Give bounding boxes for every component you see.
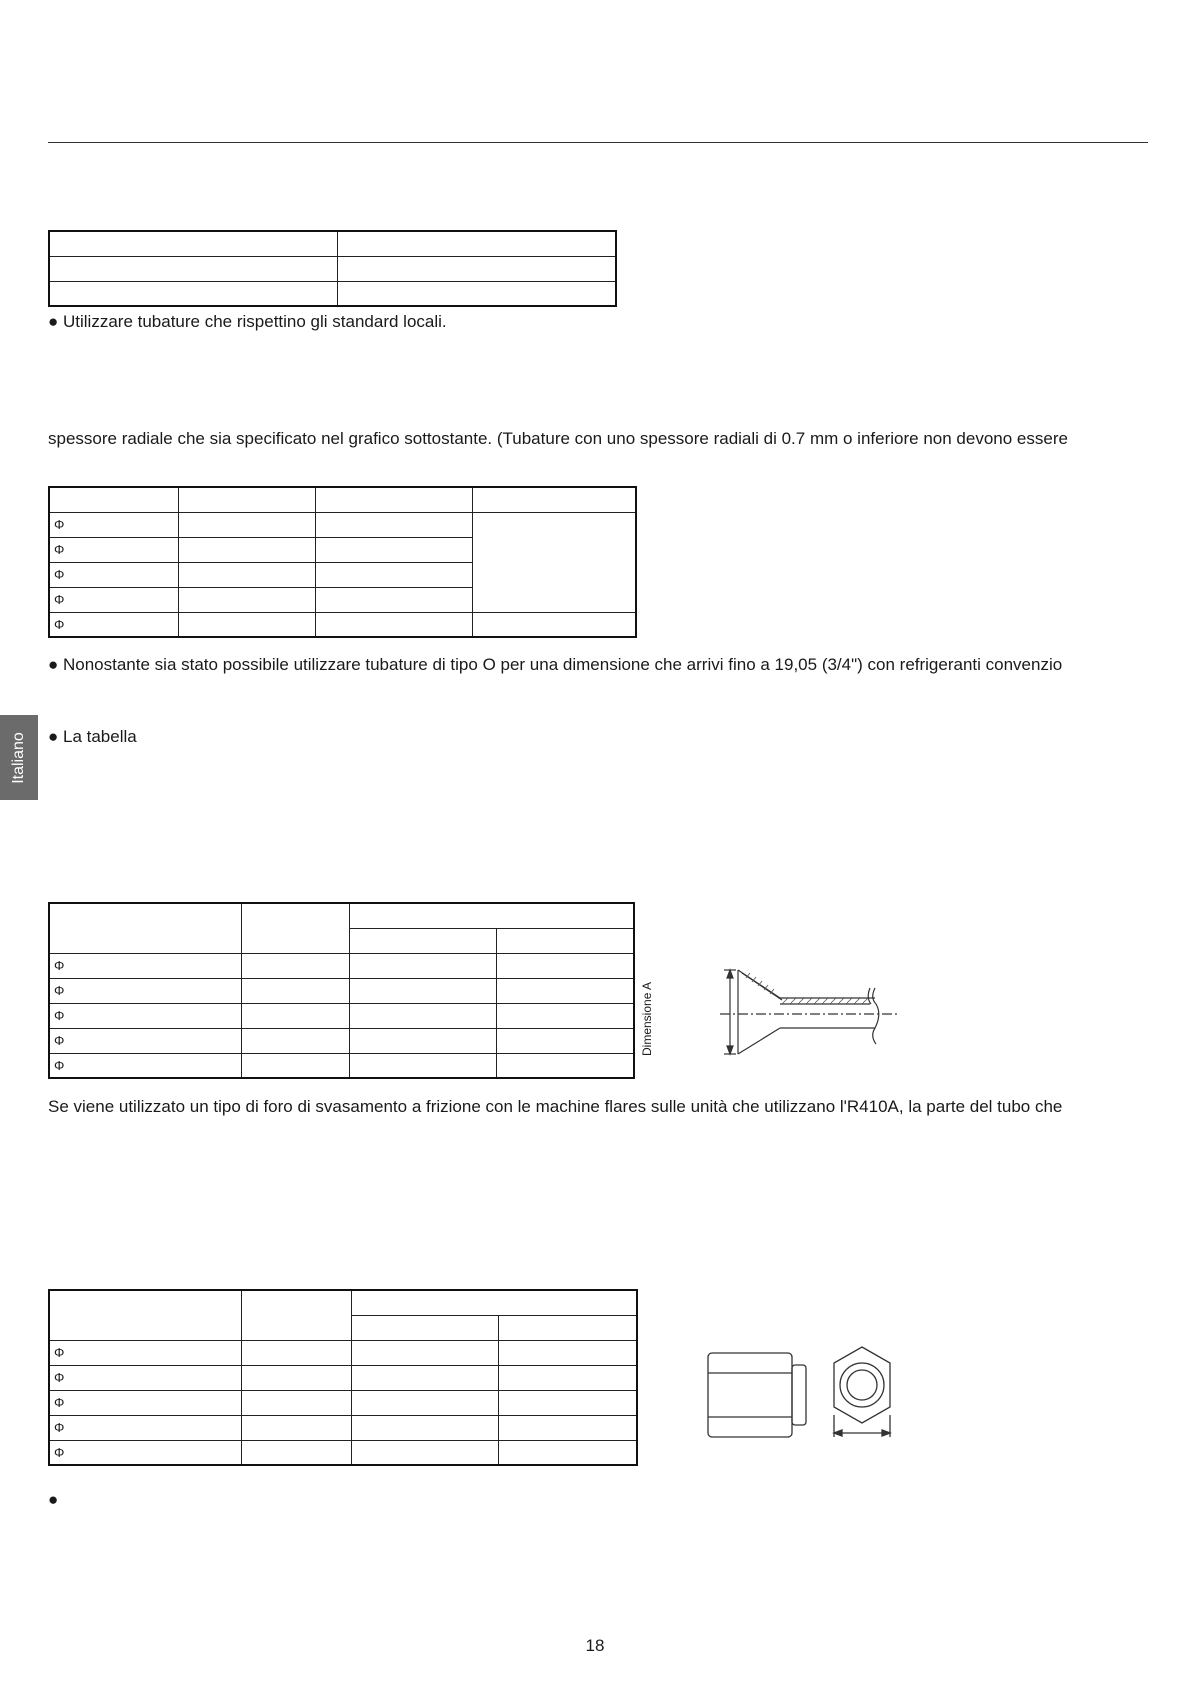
- phi-cell: Φ: [49, 1340, 241, 1365]
- flare-diagram: [690, 958, 910, 1063]
- phi-cell: Φ: [49, 562, 178, 587]
- table-pipe-thickness: [48, 486, 637, 638]
- note-local-standards: ● Utilizzare tubature che rispettino gli standard locali.: [48, 312, 447, 331]
- phi-cell: Φ: [49, 978, 241, 1003]
- phi-cell: Φ: [49, 1365, 241, 1390]
- phi-cell: Φ: [49, 1415, 241, 1440]
- note-o-type: ● Nonostante sia stato possibile utilizzare tubature di tipo O per una dimensione che arrivi fino a 19,05 (3/4") con refrigeranti convenzio: [48, 655, 1063, 674]
- language-side-tab: [0, 715, 38, 800]
- header-rule: [48, 142, 1148, 143]
- phi-cell: Φ: [49, 512, 178, 537]
- phi-cell: Φ: [49, 612, 178, 637]
- phi-cell: Φ: [49, 587, 178, 612]
- table-piping-standards: [48, 230, 617, 307]
- flare-nut-diagram: [700, 1345, 920, 1450]
- thickness-paragraph: spessore radiale che sia specificato nel grafico sottostante. (Tubature con uno spessore radiali di 0.7 mm o inferiore non devono essere: [48, 429, 1068, 448]
- phi-cell: Φ: [49, 1390, 241, 1415]
- note-table: ● La tabella: [48, 727, 137, 746]
- phi-cell: Φ: [49, 953, 241, 978]
- final-bullet: ●: [48, 1490, 59, 1509]
- table-flare-dimensions: [48, 902, 635, 1079]
- phi-cell: Φ: [49, 1053, 241, 1078]
- page-number: 18: [585, 1636, 605, 1655]
- phi-cell: Φ: [49, 1003, 241, 1028]
- table-flare-nut: [48, 1289, 638, 1466]
- flare-dimension-label: Dimensione A: [640, 981, 654, 1056]
- phi-cell: Φ: [49, 1440, 241, 1465]
- language-side-tab-label: Italiano: [10, 731, 27, 784]
- phi-cell: Φ: [49, 537, 178, 562]
- phi-cell: Φ: [49, 1028, 241, 1053]
- flare-paragraph: Se viene utilizzato un tipo di foro di svasamento a frizione con le machine flares sulle unità che utilizzano l'R410A, la parte del tubo che: [48, 1097, 1063, 1116]
